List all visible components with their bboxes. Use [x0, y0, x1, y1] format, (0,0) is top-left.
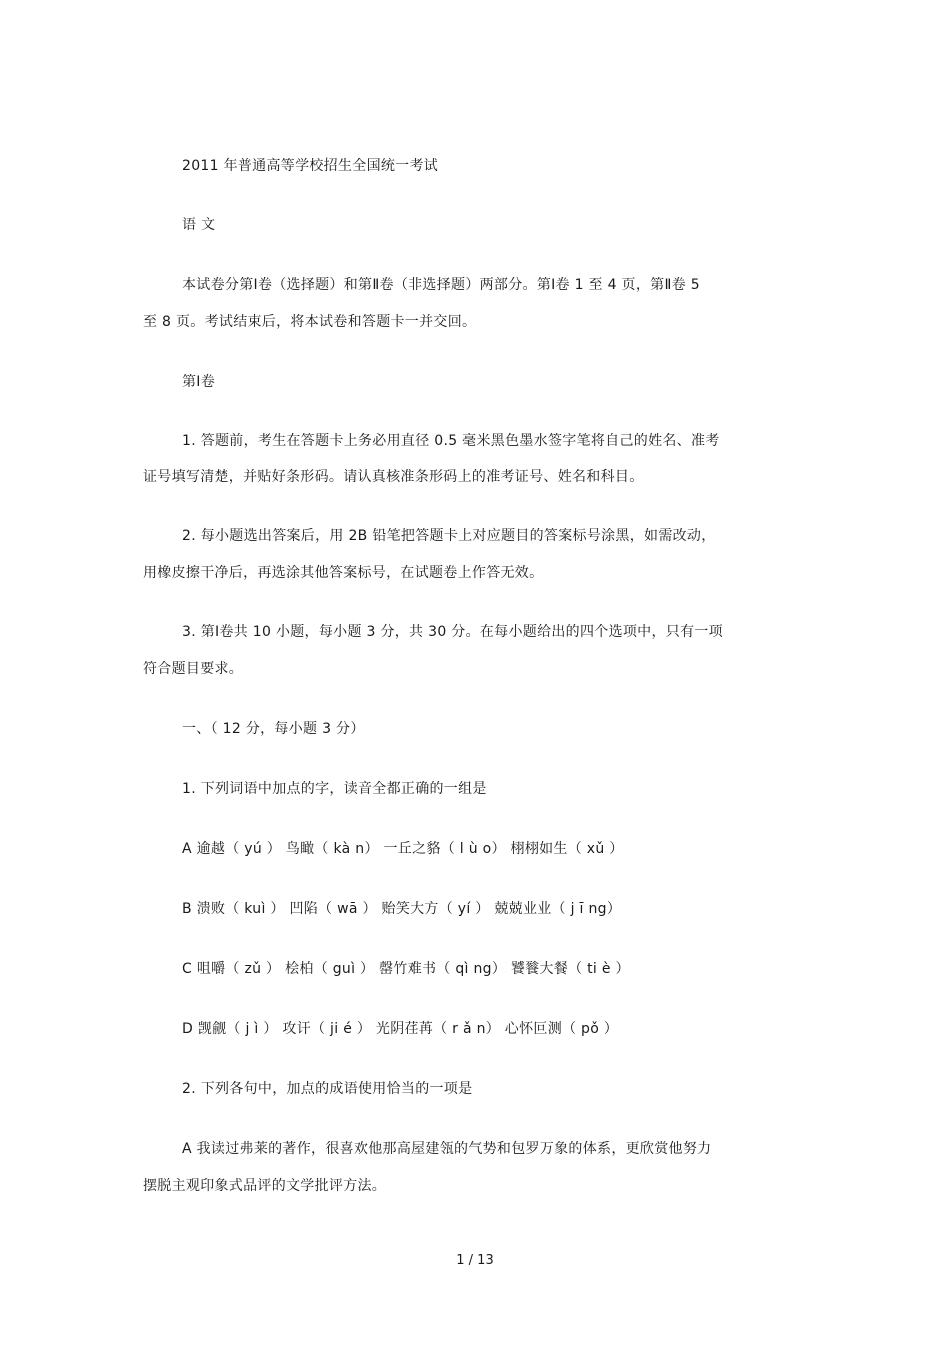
section-one-heading: 一、（ 12 分，每小题 3 分）	[182, 721, 365, 737]
subject-heading: 语 文	[182, 217, 216, 233]
note-2-line-2: 用橡皮擦干净后，再选涂其他答案标号，在试题卷上作答无效。	[143, 565, 544, 581]
note-3-line-1: 3. 第Ⅰ卷共 10 小题，每小题 3 分，共 30 分。在每小题给出的四个选项中，只有一项	[182, 624, 723, 640]
intro-line-1: 本试卷分第Ⅰ卷（选择题）和第Ⅱ卷（非选择题）两部分。第Ⅰ卷 1 至 4 页，第Ⅱ卷 5	[182, 277, 700, 293]
exam-title: 2011 年普通高等学校招生全国统一考试	[182, 158, 439, 174]
question-2-option-a-line-1: A 我读过弗莱的著作，很喜欢他那高屋建瓴的气势和包罗万象的体系，更欣赏他努力	[182, 1141, 712, 1157]
note-1-line-2: 证号填写清楚，并贴好条形码。请认真核准条形码上的准考证号、姓名和科目。	[143, 469, 644, 485]
question-2-stem: 2. 下列各句中，加点的成语使用恰当的一项是	[182, 1081, 473, 1097]
question-1-option-c: C 咀嚼（ zǔ ） 桧柏（ guì ） 罄竹难书（ qì ng） 饕餮大餐（ ti è ）	[182, 961, 630, 977]
question-1-option-b: B 溃败（ kuì ） 凹陷（ wā ） 贻笑大方（ yí ） 兢兢业业（ j ī ng）	[182, 901, 622, 917]
page-number: 1 / 13	[456, 1253, 494, 1268]
note-2-line-1: 2. 每小题选出答案后，用 2B 铅笔把答题卡上对应题目的答案标号涂黑，如需改动，	[182, 528, 716, 544]
question-1-option-a: A 逾越（ yú ） 鸟瞰（ kà n） 一丘之貉（ l ù o） 栩栩如生（ xǔ ）	[182, 841, 624, 857]
note-1-line-1: 1. 答题前，考生在答题卡上务必用直径 0.5 毫米黑色墨水签字笔将自己的姓名、准考	[182, 433, 720, 449]
volume-heading: 第Ⅰ卷	[182, 374, 216, 390]
question-1-stem: 1. 下列词语中加点的字，读音全都正确的一组是	[182, 781, 487, 797]
question-2-option-a-line-2: 摆脱主观印象式品评的文学批评方法。	[143, 1178, 387, 1194]
note-3-line-2: 符合题目要求。	[143, 661, 244, 677]
intro-line-2: 至 8 页。考试结束后，将本试卷和答题卡一并交回。	[143, 314, 477, 330]
question-1-option-d: D 觊觎（ j ì ） 攻讦（ ji é ） 光阴荏苒（ r ǎ n） 心怀叵测（ pǒ ）	[182, 1021, 619, 1037]
